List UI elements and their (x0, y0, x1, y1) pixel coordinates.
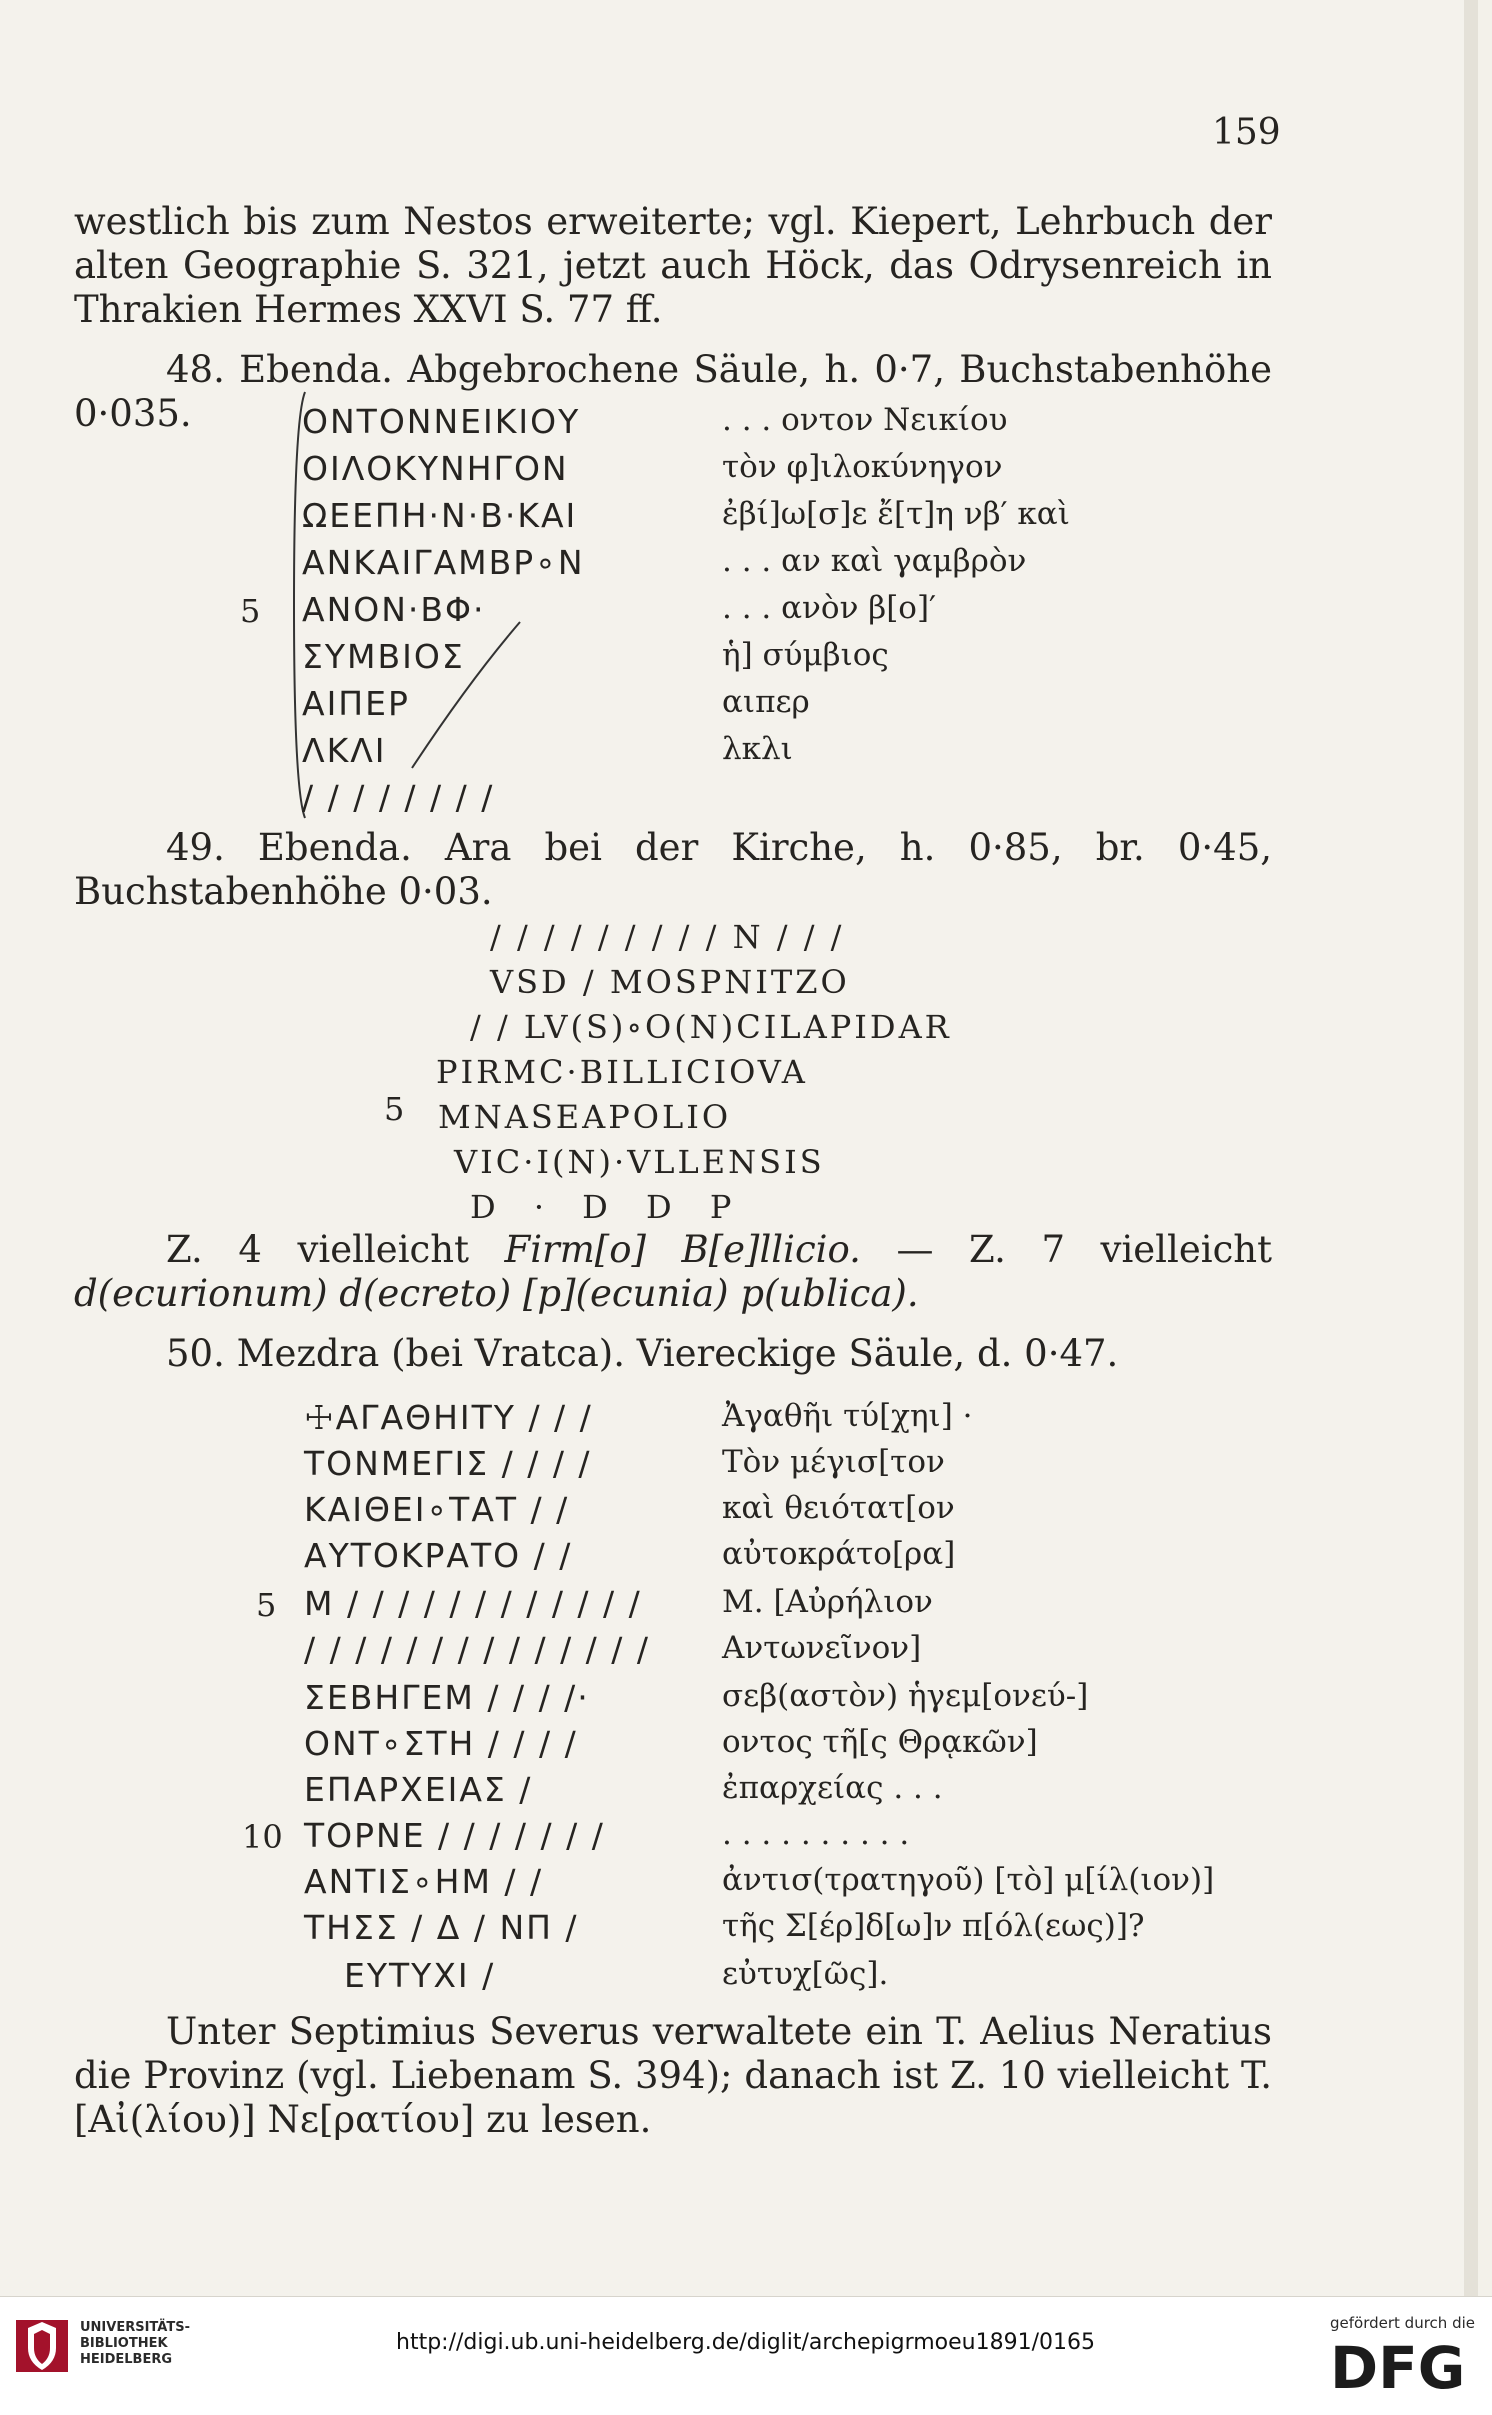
dfg-logo-icon (1328, 2336, 1468, 2396)
transcription-line: Τὸν μέγισ[τον (722, 1444, 945, 1480)
entry-50-heading: 50. Mezdra (bei Vratca). Viereckige Säule, d. 0·47. (166, 1332, 1119, 1375)
footer-bar (0, 2296, 1492, 2415)
funding-label: gefördert durch die (1330, 2314, 1475, 2332)
page-number: 159 (1212, 112, 1281, 153)
majuscule-line: ΑΝΚΑΙΓΑΜΒΡ∘Ν (302, 543, 585, 582)
entry-49-heading: 49. Ebenda. Ara bei der Kirche, h. 0·85, br. 0·45, Buchstabenhöhe 0·03. (74, 826, 1272, 913)
majuscule-line: ΑΝΤΙΣ∘ΗΜ / / (304, 1862, 544, 1901)
dfg-logo-text: DFG (1330, 2336, 1466, 2396)
entry-48-heading: 48. Ebenda. Abgebrochene Säule, h. 0·7, Buchstabenhöhe 0·035. (74, 348, 1272, 435)
transcription-line: . . . ανὸν β[ο]′ (722, 590, 937, 626)
university-library-logo-icon (14, 2318, 70, 2374)
intro-paragraph: westlich bis zum Nestos erweiterte; vgl. Kiepert, Lehrbuch der alten Geographie S. 321, jetzt auch Höck, das Odrysenreich in Thrakien Hermes XXVI S. 77 ff. (74, 200, 1272, 331)
majuscule-line: ☩ΑΓΑΘΗΙΤΥ / / / (304, 1398, 593, 1437)
inscription-line: / / / / / / / / / N / / / (490, 918, 845, 956)
majuscule-line: / / / / / / / / / / / / / / (304, 1630, 651, 1669)
transcription-line: ἐβί]ω[σ]ε ἔ[τ]η νβ′ καὶ (722, 496, 1070, 532)
majuscule-line: / / / / / / / / (302, 778, 495, 817)
inscription-line: MNASEAPOLIO (438, 1098, 732, 1136)
majuscule-line: ΚΑΙΘΕΙ∘ΤΑΤ / / (304, 1490, 570, 1529)
transcription-line: λκλι (722, 731, 793, 767)
majuscule-line: ΑΥΤΟΚΡΑΤΟ / / (304, 1536, 573, 1575)
majuscule-line: ΛΚΛΙ (302, 731, 387, 770)
transcription-line: ἡ] σύμβιος (722, 637, 889, 673)
majuscule-line: Μ / / / / / / / / / / / / (304, 1584, 642, 1623)
transcription-line: εὐτυχ[ῶς]. (722, 1956, 889, 1992)
transcription-line: καὶ θειότατ[ον (722, 1490, 955, 1526)
majuscule-line: ΤΟΡΝΕ / / / / / / / (304, 1816, 605, 1855)
line-number-10: 10 (242, 1818, 283, 1856)
majuscule-line: ΩΕΕΠΗ·Ν·Β·ΚΑΙ (302, 496, 578, 535)
library-name-line: HEIDELBERG (80, 2352, 173, 2367)
inscription-line: D · D D P (470, 1188, 735, 1226)
transcription-line: . . . οντον Νεικίου (722, 402, 1008, 438)
line-number-5: 5 (240, 592, 261, 630)
transcription-line: ἐπαρχείας . . . (722, 1770, 943, 1806)
majuscule-line: ΟΙΛΟΚΥΝΗΓΟΝ (302, 449, 569, 488)
majuscule-line: ΤΟΝΜΕΓΙΣ / / / / (304, 1444, 592, 1483)
note-italic-firm: Firm[o] B[e]llicio. (504, 1228, 861, 1271)
majuscule-line: ΕΥΤΥΧΙ / (344, 1956, 496, 1995)
inscription-line: VIC·I(N)·VLLENSIS (454, 1143, 825, 1181)
majuscule-line: ΣΥΜΒΙΟΣ (302, 637, 465, 676)
note-text: Z. 4 vielleicht (166, 1228, 505, 1271)
closing-paragraph: Unter Septimius Severus verwaltete ein T. Aelius Neratius die Provinz (vgl. Liebenam S. 394); danach ist Z. 10 vielleicht T. [Αἰ(λίου)] Νε[ρατίου] zu lesen. (74, 2010, 1272, 2141)
majuscule-line: ΕΠΑΡΧΕΙΑΣ / (304, 1770, 533, 1809)
transcription-line: . . . . . . . . . . (722, 1816, 910, 1852)
inscription-line: / / LV(S)∘O(N)CILAPIDAR (470, 1008, 952, 1046)
break-line (410, 620, 530, 770)
inscription-line: PIRMC·BILLICIOVA (436, 1053, 808, 1091)
transcription-line: . . . αν καὶ γαμβρὸν (722, 543, 1027, 579)
majuscule-line: ΣΕΒΗΓΕΜ / / / /· (304, 1678, 590, 1717)
note-italic-decreto: d(ecurionum) d(ecreto) [p](ecunia) p(ublica). (74, 1272, 919, 1315)
note-text: — Z. 7 vielleicht (860, 1228, 1273, 1271)
transcription-line: Μ. [Αὐρήλιον (722, 1584, 933, 1620)
transcription-line: ἀντισ(τρατηγοῦ) [τὸ] μ[ίλ(ιον)] (722, 1862, 1215, 1898)
majuscule-line: ΑΙΠΕΡ (302, 684, 410, 723)
transcription-line: Αντωνεῖνον] (722, 1630, 922, 1666)
page-edge (1464, 0, 1478, 2296)
majuscule-line: ΑΝΟΝ·ΒΦ· (302, 590, 486, 629)
transcription-line: οντος τῆ[ς Θρᾳκῶν] (722, 1724, 1038, 1760)
entry-49-note (74, 1228, 1272, 1316)
library-name-line: BIBLIOTHEK (80, 2336, 168, 2351)
library-name-line: UNIVERSITÄTS- (80, 2320, 190, 2335)
line-number-5: 5 (256, 1586, 277, 1624)
transcription-line: τῆς Σ[έρ]δ[ω]ν π[όλ(εως)]? (722, 1908, 1145, 1944)
transcription-line: σεβ(αστὸν) ἡγεμ[ονεύ-] (722, 1678, 1089, 1714)
inscription-line: VSD / MOSPNITZO (490, 963, 850, 1001)
majuscule-line: ΟΝΤ∘ΣΤΗ / / / / (304, 1724, 578, 1763)
majuscule-line: ΤΗΣΣ / Δ / ΝΠ / (304, 1908, 579, 1947)
transcription-line: Ἀγαθῆι τύ[χηι] · (722, 1398, 973, 1434)
transcription-line: τὸν φ]ιλοκύνηγον (722, 449, 1003, 485)
library-name (80, 2320, 190, 2368)
line-number-5: 5 (384, 1090, 405, 1128)
transcription-line: αιπερ (722, 684, 810, 720)
transcription-line: αὐτοκράτο[ρα] (722, 1536, 956, 1572)
permalink-url[interactable]: http://digi.ub.uni-heidelberg.de/diglit/archepigrmoeu1891/0165 (396, 2330, 1095, 2355)
majuscule-line: ΟΝΤΟΝΝΕΙΚΙΟΥ (302, 402, 581, 441)
